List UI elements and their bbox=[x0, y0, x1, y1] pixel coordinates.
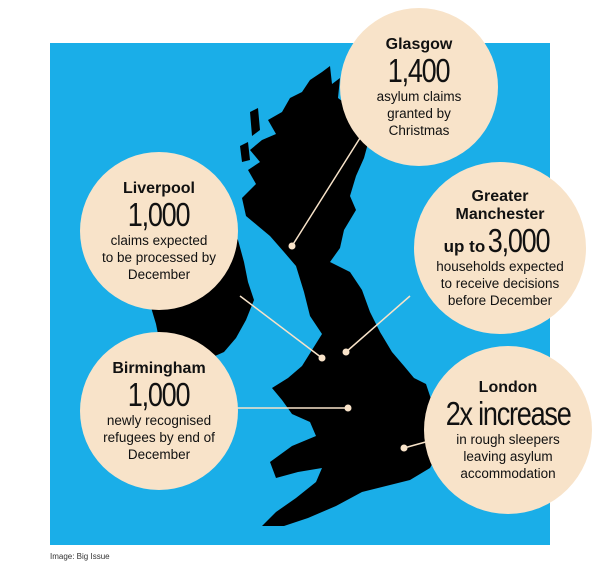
glasgow-desc-3: Christmas bbox=[388, 122, 450, 138]
liverpool-callout bbox=[80, 152, 238, 310]
manchester-desc-2: to receive decisions bbox=[440, 275, 560, 291]
london-city: London bbox=[478, 378, 538, 396]
london-desc-1: in rough sleepers bbox=[456, 431, 560, 447]
glasgow-desc-1: asylum claims bbox=[376, 88, 462, 104]
birmingham-city: Birmingham bbox=[112, 359, 206, 377]
manchester-figure-row bbox=[443, 221, 557, 259]
glasgow-city: Glasgow bbox=[385, 35, 453, 53]
greater-manchester-callout bbox=[414, 162, 586, 334]
london-desc-3: accommodation bbox=[460, 465, 556, 481]
manchester-city-1: Greater bbox=[471, 187, 529, 205]
birmingham-desc-1: newly recognised bbox=[106, 412, 212, 428]
liverpool-city: Liverpool bbox=[122, 179, 195, 197]
image-credit: Image: Big Issue bbox=[50, 552, 110, 561]
london-desc-2: leaving asylum bbox=[463, 448, 553, 464]
liverpool-desc-3: December bbox=[127, 266, 191, 282]
london-dot bbox=[401, 445, 408, 452]
birmingham-dot bbox=[345, 405, 352, 412]
liverpool-figure: 1,000 bbox=[128, 195, 190, 233]
birmingham-desc-3: December bbox=[127, 446, 191, 462]
liverpool-dot bbox=[319, 355, 326, 362]
manchester-desc-1: households expected bbox=[436, 258, 564, 274]
manchester-dot bbox=[343, 349, 350, 356]
manchester-figure: 3,000 bbox=[487, 221, 550, 259]
birmingham-figure: 1,000 bbox=[128, 375, 190, 413]
manchester-prefix: up to bbox=[443, 236, 486, 256]
london-figure: 2x increase bbox=[445, 394, 571, 432]
manchester-city-2: Manchester bbox=[455, 205, 545, 223]
glasgow-desc-2: granted by bbox=[387, 105, 451, 121]
glasgow-callout bbox=[340, 8, 498, 166]
birmingham-desc-2: refugees by end of bbox=[103, 429, 215, 445]
birmingham-callout bbox=[80, 332, 238, 490]
liverpool-desc-2: to be processed by bbox=[101, 249, 217, 265]
liverpool-desc-1: claims expected bbox=[110, 232, 208, 248]
glasgow-figure: 1,400 bbox=[388, 51, 450, 89]
london-callout bbox=[424, 346, 592, 514]
manchester-desc-3: before December bbox=[447, 292, 553, 308]
glasgow-dot bbox=[289, 243, 296, 250]
